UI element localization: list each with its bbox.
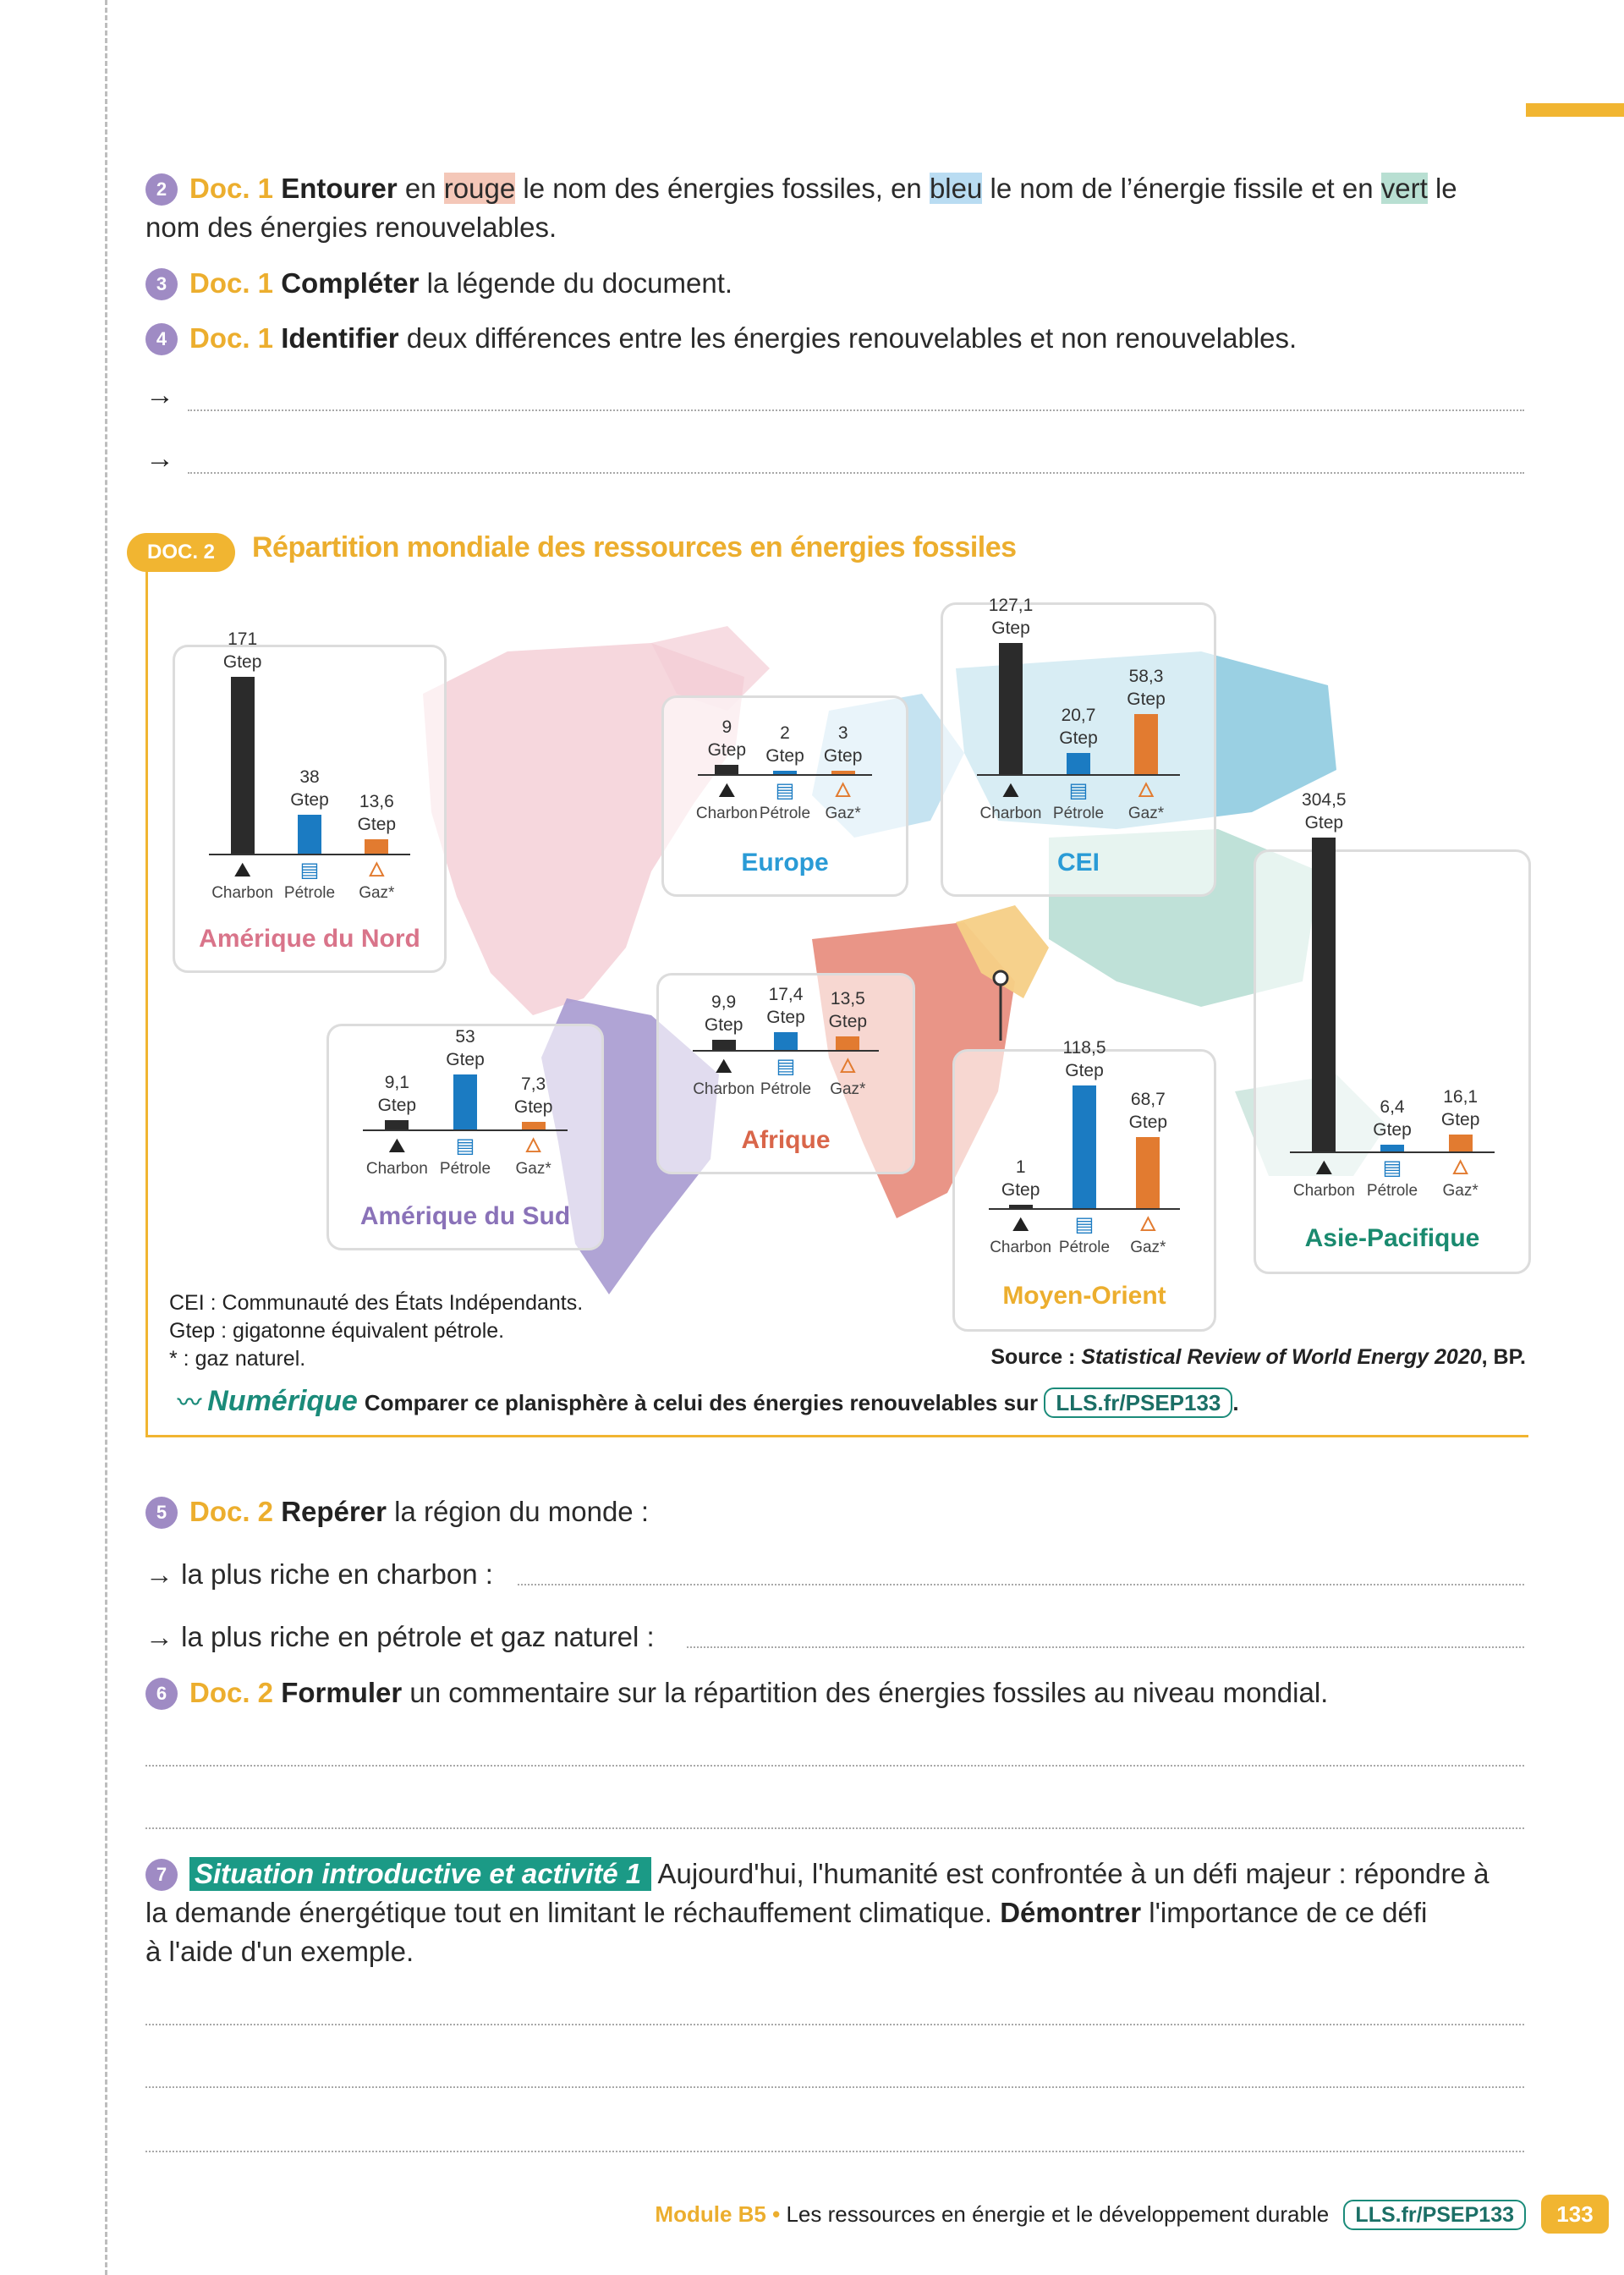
doc2-notes: CEI : Communauté des États Indépendants. Gtep : gigatonne équivalent pétrole. * : gaz naturel. xyxy=(169,1291,584,1371)
question-3: 3 Doc. 1 Compléter la légende du document. xyxy=(145,264,732,303)
question-number: 2 xyxy=(145,173,178,206)
oil-barrel-icon: ▤ xyxy=(776,1055,796,1078)
oil-barrel-icon: ▤ xyxy=(1074,1213,1095,1236)
category-label: Gaz* xyxy=(515,1160,551,1178)
category-label: Pétrole xyxy=(1058,1239,1111,1256)
gas-flame-icon: 🜂 xyxy=(834,779,853,802)
bar-afrique-0 xyxy=(712,1040,736,1050)
answer-line[interactable] xyxy=(145,2086,1524,2088)
oil-barrel-icon: ▤ xyxy=(1382,1157,1402,1179)
bar-amerique-du-sud-0 xyxy=(385,1120,409,1129)
bar-amerique-du-sud-1 xyxy=(453,1074,477,1129)
bar-value-label: 53 Gtep xyxy=(446,1027,485,1070)
question-6: 6 Doc. 2 Formuler un commentaire sur la répartition des énergies fossiles au niveau mondial. xyxy=(145,1673,1328,1712)
bar-amerique-du-nord-0 xyxy=(231,677,255,854)
coal-icon: ⛰ xyxy=(1001,779,1020,802)
coal-icon: ⛰ xyxy=(388,1135,406,1157)
answer-arrow: → xyxy=(145,1621,173,1652)
question-4: 4 Doc. 1 Identifier deux différences entre les énergies renouvelables et non renouvelables. xyxy=(145,319,1297,358)
category-label: Pétrole xyxy=(283,884,336,902)
region-name: Amérique du Sud xyxy=(359,1202,571,1230)
oil-barrel-icon: ▤ xyxy=(455,1135,475,1157)
bar-europe-1 xyxy=(773,771,797,774)
gas-flame-icon: 🜂 xyxy=(524,1135,543,1157)
bar-value-label: 20,7 Gtep xyxy=(1059,705,1098,748)
bar-value-label: 1 Gtep xyxy=(1001,1157,1040,1200)
map-marker xyxy=(994,971,1007,985)
lls-link[interactable]: LLS.fr/PSEP133 xyxy=(1044,1388,1232,1418)
bar-amerique-du-sud-2 xyxy=(522,1122,546,1129)
region-name: CEI xyxy=(1056,849,1100,876)
top-accent-bar xyxy=(1526,103,1624,117)
region-name: Asie-Pacifique xyxy=(1304,1224,1480,1252)
chart-baseline xyxy=(363,1129,568,1131)
chart-baseline xyxy=(989,1208,1180,1210)
oil-barrel-icon: ▤ xyxy=(1068,779,1089,802)
bar-value-label: 127,1 Gtep xyxy=(988,595,1034,638)
answer-line[interactable] xyxy=(188,409,1524,411)
chart-baseline xyxy=(1290,1151,1495,1153)
gas-flame-icon: 🜂 xyxy=(367,859,386,882)
coal-icon: ⛰ xyxy=(718,779,736,802)
region-name: Moyen-Orient xyxy=(1002,1282,1166,1310)
bar-value-label: 9 Gtep xyxy=(707,717,747,761)
category-label: Gaz* xyxy=(1127,805,1165,822)
category-label: Charbon xyxy=(695,805,758,822)
category-label: Gaz* xyxy=(1130,1239,1166,1256)
category-label: Charbon xyxy=(693,1080,755,1098)
panel-amerique-du-sud xyxy=(326,1024,604,1250)
situation-badge: Situation introductive et activité 1 xyxy=(189,1857,651,1891)
panel-amerique-du-nord xyxy=(173,629,447,973)
bar-value-label: 9,1 Gtep xyxy=(377,1072,417,1115)
bar-asie-pacifique-1 xyxy=(1380,1145,1404,1151)
bar-asie-pacifique-2 xyxy=(1449,1135,1473,1151)
bar-cei-0 xyxy=(999,643,1023,774)
category-label: Charbon xyxy=(365,1160,428,1178)
bar-moyen-orient-1 xyxy=(1073,1085,1096,1208)
bar-value-label: 3 Gtep xyxy=(823,723,863,766)
category-label: Charbon xyxy=(1292,1182,1355,1200)
region-name: Europe xyxy=(741,849,829,876)
panel-asie-pacifique xyxy=(1254,789,1531,1274)
question-2-line2: nom des énergies renouvelables. xyxy=(145,212,557,243)
panel-cei xyxy=(941,595,1216,897)
category-label: Pétrole xyxy=(760,1080,812,1098)
category-label: Gaz* xyxy=(830,1080,866,1098)
page-number: 133 xyxy=(1541,2195,1609,2234)
answer-item: → la plus riche en pétrole et gaz naturel : xyxy=(145,1621,655,1652)
category-label: Pétrole xyxy=(439,1160,491,1178)
gas-flame-icon: 🜂 xyxy=(1138,1213,1157,1236)
question-2: 2 Doc. 1 Entourer en rouge le nom des énergies fossiles, en bleu le nom de l’énergie fissile et en vert le xyxy=(145,169,1533,208)
bar-europe-2 xyxy=(831,771,855,774)
footer: Module B5 • Les ressources en énergie et le développement durable LLS.fr/PSEP133 xyxy=(655,2200,1526,2230)
coal-icon: ⛰ xyxy=(1315,1157,1333,1179)
category-label: Gaz* xyxy=(825,805,861,822)
answer-item: → la plus riche en charbon : xyxy=(145,1558,493,1590)
chart-baseline xyxy=(698,774,872,776)
highlight-red: rouge xyxy=(443,173,516,204)
doc-badge: DOC. 2 xyxy=(127,533,235,572)
oil-barrel-icon: ▤ xyxy=(775,779,795,802)
oil-barrel-icon: ▤ xyxy=(299,859,320,882)
bar-value-label: 2 Gtep xyxy=(765,723,804,766)
question-7: 7 Situation introductive et activité 1 Aujourd'hui, l'humanité est confrontée à un défi majeur : répondre à xyxy=(145,1855,1533,1893)
bar-value-label: 17,4 Gtep xyxy=(766,984,805,1027)
chart-baseline xyxy=(977,774,1180,776)
answer-line[interactable] xyxy=(145,2024,1524,2025)
bar-moyen-orient-2 xyxy=(1136,1137,1160,1208)
gas-flame-icon: 🜂 xyxy=(1137,779,1155,802)
answer-line[interactable] xyxy=(687,1646,1524,1648)
category-label: Pétrole xyxy=(1366,1182,1418,1200)
panel-moyen-orient xyxy=(952,1038,1216,1332)
coal-icon: ⛰ xyxy=(233,859,251,882)
panel-afrique xyxy=(656,973,915,1174)
numerique-line: 〰 Numérique Comparer ce planisphère à celui des énergies renouvelables sur LLS.fr/PSEP133 . xyxy=(178,1385,1239,1417)
bar-moyen-orient-0 xyxy=(1009,1205,1033,1208)
gas-flame-icon: 🜂 xyxy=(1451,1157,1470,1179)
category-label: Gaz* xyxy=(1442,1182,1479,1200)
answer-arrow: → xyxy=(145,442,174,475)
category-label: Pétrole xyxy=(1052,805,1105,822)
bar-value-label: 58,3 Gtep xyxy=(1127,666,1166,709)
question-7-line3: à l'aide d'un exemple. xyxy=(145,1936,414,1967)
highlight-blue: bleu xyxy=(929,173,983,204)
answer-line[interactable] xyxy=(145,1827,1524,1829)
gas-flame-icon: 🜂 xyxy=(838,1055,857,1078)
answer-arrow: → xyxy=(145,379,174,411)
bar-value-label: 6,4 Gtep xyxy=(1373,1097,1412,1140)
bar-amerique-du-nord-1 xyxy=(298,815,321,854)
bar-value-label: 118,5 Gtep xyxy=(1062,1038,1106,1081)
bar-cei-2 xyxy=(1134,714,1158,774)
bar-value-label: 13,5 Gtep xyxy=(828,988,868,1031)
category-label: Charbon xyxy=(211,884,274,902)
coal-icon: ⛰ xyxy=(715,1055,732,1078)
bar-afrique-2 xyxy=(836,1036,859,1050)
question-7-line2: la demande énergétique tout en limitant le réchauffement climatique. Démontrer l'importance de ce défi xyxy=(145,1897,1428,1928)
footer-lls-link[interactable]: LLS.fr/PSEP133 xyxy=(1343,2200,1526,2230)
bar-asie-pacifique-0 xyxy=(1312,838,1336,1151)
highlight-green: vert xyxy=(1380,173,1428,204)
bar-value-label: 9,9 Gtep xyxy=(704,992,743,1035)
answer-line[interactable] xyxy=(188,472,1524,474)
bar-value-label: 7,3 Gtep xyxy=(513,1074,553,1118)
doc2-source: Source : Statistical Review of World Energy 2020, BP. xyxy=(990,1345,1526,1369)
category-label: Gaz* xyxy=(359,884,395,902)
coal-icon: ⛰ xyxy=(1012,1213,1029,1236)
bar-afrique-1 xyxy=(774,1032,798,1050)
category-label: Charbon xyxy=(990,1239,1052,1256)
binder-margin xyxy=(105,0,107,2275)
answer-line[interactable] xyxy=(518,1584,1524,1585)
chart-baseline xyxy=(693,1050,879,1052)
chart-baseline xyxy=(209,854,410,855)
bar-value-label: 38 Gtep xyxy=(290,767,329,810)
doc-title: Répartition mondiale des ressources en énergies fossiles xyxy=(252,531,1017,563)
link-icon: 〰 xyxy=(178,1389,202,1415)
answer-line[interactable] xyxy=(145,1765,1524,1767)
region-name: Amérique du Nord xyxy=(199,925,420,953)
bar-europe-0 xyxy=(715,765,738,774)
answer-arrow: → xyxy=(145,1558,173,1590)
answer-line[interactable] xyxy=(145,2151,1524,2152)
bar-cei-1 xyxy=(1067,753,1090,774)
question-5: 5 Doc. 2 Repérer la région du monde : xyxy=(145,1492,649,1531)
bar-value-label: 171 Gtep xyxy=(222,629,262,673)
bar-value-label: 304,5 Gtep xyxy=(1302,789,1347,833)
bar-amerique-du-nord-2 xyxy=(365,839,388,854)
category-label: Pétrole xyxy=(759,805,811,822)
bar-value-label: 68,7 Gtep xyxy=(1128,1090,1168,1133)
panel-europe xyxy=(661,695,908,897)
region-name: Afrique xyxy=(741,1126,831,1154)
bar-value-label: 16,1 Gtep xyxy=(1440,1087,1480,1130)
bar-value-label: 13,6 Gtep xyxy=(357,792,397,835)
category-label: Charbon xyxy=(979,805,1042,822)
